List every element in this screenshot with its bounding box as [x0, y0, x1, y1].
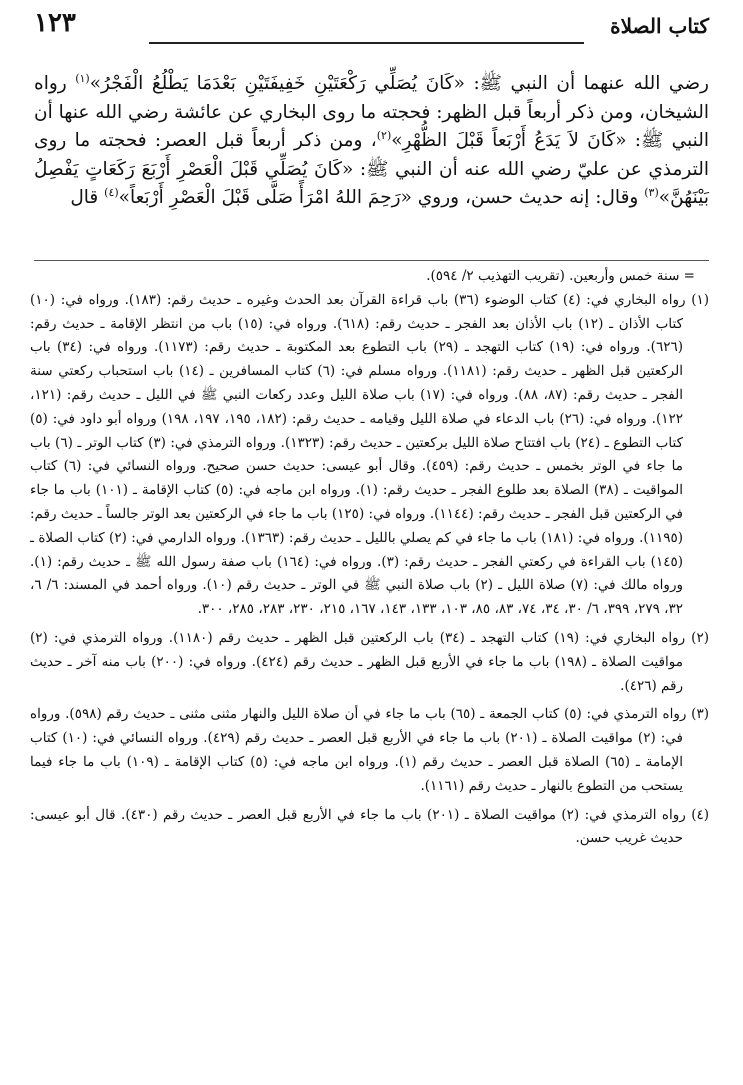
- footnote-2: [30, 627, 709, 698]
- footnote-3: [30, 703, 709, 798]
- page-header: [34, 8, 709, 48]
- text-run: رضي الله عنهما أن النبي ﷺ:: [464, 73, 709, 94]
- hadith-quote: «كَانَ يُصَلِّي قَبْلَ الْعَصْرِ أَرْبَعَ رَكَعَاتٍ يَفْصِلُ بَيْنَهُنَّ»: [34, 158, 709, 208]
- text-run: ، ومن ذكر أربعاً قبل العصر: فحجته ما روى الترمذي عن عليّ رضي الله عنه أن النبي ﷺ:: [34, 130, 709, 180]
- hadith-quote: «كَانَ يُصَلِّي رَكْعَتَيْنِ خَفِيفَتَيْنِ بَعْدَمَا يَطْلُعُ الْفَجْرُ»: [89, 73, 465, 94]
- footnote-ref: (١): [75, 71, 90, 85]
- footnote-label: (٤): [691, 806, 710, 823]
- text-run: وقال: إنه حديث حسن، وروي: [411, 187, 645, 208]
- footnote-text: رواه الترمذي في: (٢) مواقيت الصلاة ـ (٢٠١) باب ما جاء في الأربع قبل العصر ـ حديث رقم (٤٣٠). قال أبو عيسى: حديث غريب حسن.: [30, 806, 686, 847]
- footnote-ref: (٤): [104, 185, 119, 199]
- footnote-4: [30, 804, 709, 852]
- footnote-text: رواه البخاري في: (١٩) كتاب التهجد ـ (٣٤) باب الركعتين قبل الظهر ـ حديث رقم (١١٨٠). ورواه الترمذي في: (٢) مواقيت الصلاة ـ (١٩٨) باب ما جاء في الأربع قبل الظهر ـ حديث رقم (٤٢٤). ورواه في: (٢٠٠) باب منه آخر ـ حديث رقم (٤٢٦).: [30, 629, 686, 694]
- hadith-quote: «رَحِمَ اللهُ امْرَأً صَلَّى قَبْلَ الْعَصْرِ أَرْبَعاً»: [118, 187, 412, 208]
- footnote-label: (٢): [691, 629, 709, 646]
- footnote-1: [30, 289, 709, 622]
- header-rule: [149, 42, 584, 44]
- footnote-continuation: = سنة خمس وأربعين. (تقريب التهذيب ٢/ ٥٩٤).: [426, 268, 695, 284]
- footnote-ref: (٣): [644, 185, 659, 199]
- hadith-quote: «كَانَ لاَ يَدَعُ أَرْبَعاً قَبْلَ الظُّهْرِ»: [391, 130, 627, 151]
- chapter-title: كتاب الصلاة: [610, 14, 709, 38]
- footnote-text: رواه الترمذي في: (٥) كتاب الجمعة ـ (٦٥) باب ما جاء في أن صلاة الليل والنهار مثنى مثنى ـ حديث رقم (٥٩٨). ورواه في: (٢) مواقيت الصلاة ـ (٢٠١) باب ما جاء في الأربع قبل العصر ـ حديث رقم (٤٢٩). ورواه النسائي في: (١٠) كتاب الإمامة ـ (٦٥) الصلاة قبل العصر ـ حديث رقم (١). ورواه ابن ماجه في: (٥) كتاب الإقامة ـ (١٠٩) باب ما جاء فيما يستحب من التطوع بالنهار ـ حديث رقم (١١٦١).: [30, 706, 687, 794]
- footnote-label: (١): [691, 291, 710, 308]
- footnotes: [30, 265, 709, 851]
- page-number: ١٢٣: [34, 8, 76, 38]
- footnote-text: رواه البخاري في: (٤) كتاب الوضوء (٣٦) باب قراءة القرآن بعد الحدث وغيره ـ حديث رقم: (١٨٣). ورواه في: (١٠) كتاب الأذان ـ (١٢) باب الأذان بعد الفجر ـ حديث رقم: (٦١٨). ورواه في: (١٥) باب من انتظر الإقامة ـ حديث رقم: (٦٢٦). ورواه في: (١٩) كتاب التهجد ـ (٢٩) باب التطوع بعد المكتوبة ـ حديث رقم: (١١٧٣). ورواه في: (٣٤) باب الركعتين قبل الظهر ـ حديث رقم: (١١٨١). ورواه مسلم في: (٦) كتاب المسافرين ـ (١٤) باب استحباب ركعتي سنة الفجر ـ حديث رقم: (٨٧، ٨٨). ورواه في: (١٧) باب صلاة الليل وعدد ركعات النبي ﷺ في الليل ـ حديث رقم: (١٢١، ١٢٢). ورواه في: (٢٦) باب الدعاء في صلاة الليل وقيامه ـ حديث رقم: (١٨٢، ١٩٥، ١٩٧، ١٩٨) ورواه أبو داود في: (٥) كتاب التطوع ـ (٢٤) باب افتتاح صلاة الليل بركعتين ـ حديث رقم: (١٣٢٣). ورواه الترمذي في: (٣) كتاب الوتر ـ (٦) باب ما جاء في الوتر بخمس ـ حديث رقم: (٤٥٩). وقال أبو عيسى: حديث حسن صحيح. ورواه النسائي في: (٦) كتاب المواقيت ـ (٣٨) الصلاة بعد طلوع الفجر ـ حديث رقم: (١). ورواه ابن ماجه في: (٥) كتاب الإقامة ـ (١٠١) باب ما جاء في الركعتين قبل الفجر ـ حديث رقم: (١١٤٤). ورواه في: (١٢٥) باب ما جاء في الركعتين بعد الوتر جالساً ـ حديث رقم: (١١٩٥). ورواه في: (١٨١) باب ما جاء في كم يصلي بالليل ـ حديث رقم: (١٣٦٣). ورواه الدارمي في: (٢) كتاب الصلاة ـ (١٤٥) باب القراءة في ركعتي الفجر ـ حديث رقم: (٣). ورواه في: (١٦٤) باب صفة رسول الله ﷺ ـ حديث رقم: (١). ورواه مالك في: (٧) صلاة الليل ـ (٢) باب صلاة النبي ﷺ في الوتر ـ حديث رقم (١٠). ورواه أحمد في المسند: ٦/ ٦، ٣٢، ٢٧٩، ٣٩٩، ٦/ ٣٠، ٣٤، ٧٤، ٨٣، ٨٥، ١٠٣، ١٣٣، ١٤٣، ١٦٧، ٢١٥، ٢٣٠، ٢٨٣، ٢٨٥، ٣٠٠.: [30, 291, 686, 618]
- text-run: قال: [70, 187, 105, 208]
- text-run: رواه الشيخان، ومن ذكر أربعاً قبل الظهر: فحجته ما روى البخاري عن عائشة رضي الله عنها أن النبي ﷺ:: [34, 73, 709, 151]
- footnote-ref: (٢): [376, 128, 392, 142]
- footnote-label: (٣): [691, 706, 709, 723]
- footnote-divider: [34, 260, 709, 261]
- main-paragraph: [34, 70, 709, 213]
